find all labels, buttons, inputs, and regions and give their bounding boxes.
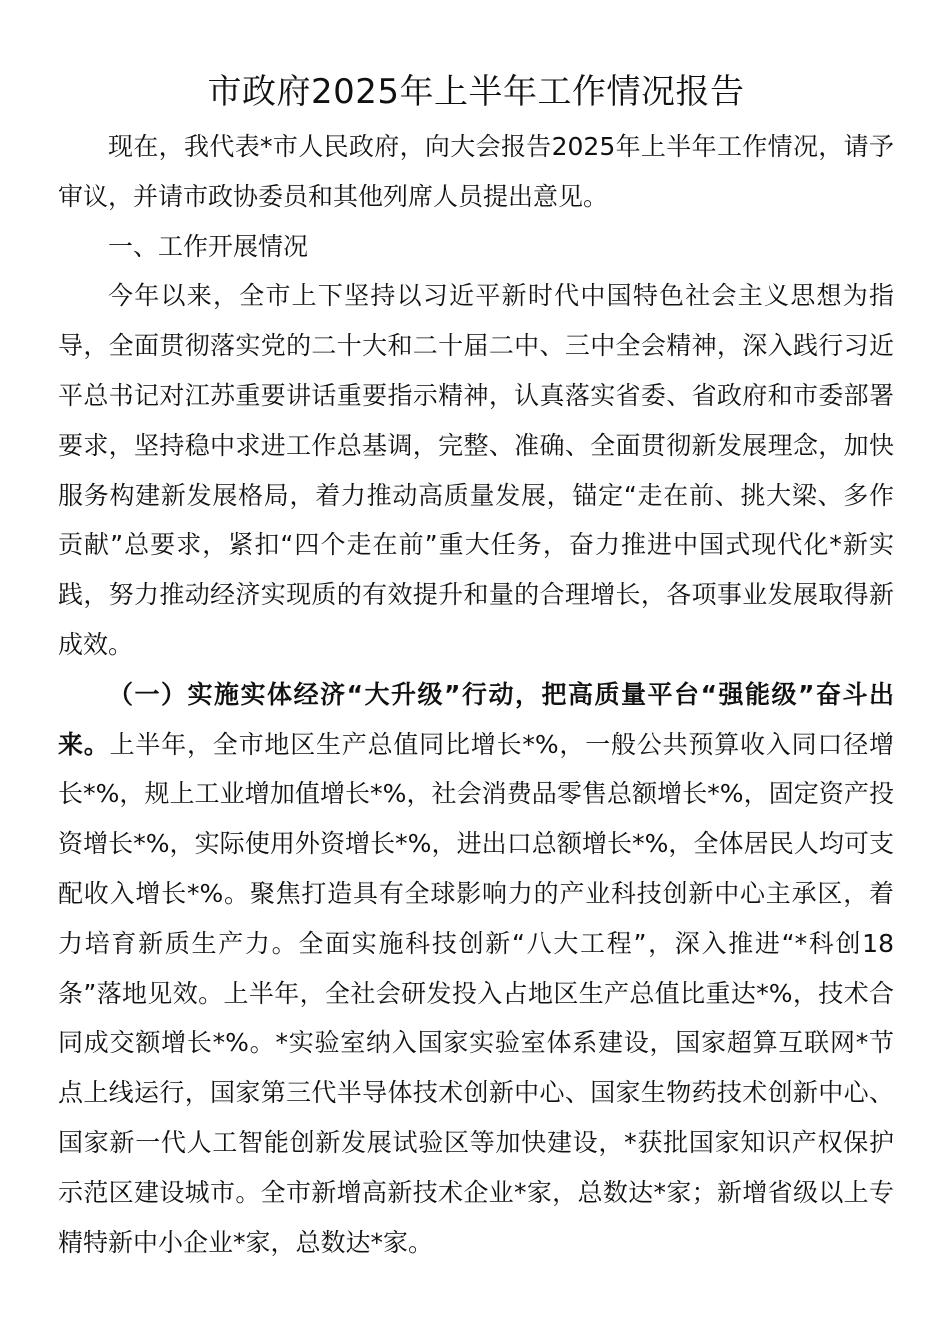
document-title: 市政府2025年上半年工作情况报告 (207, 72, 745, 112)
subsection-paragraph (58, 670, 894, 1268)
document-page (58, 62, 894, 1267)
intro-paragraph: 现在，我代表*市人民政府，向大会报告2025年上半年工作情况，请予审议，并请市政协委员和其他列席人员提出意见。 (58, 132, 894, 211)
section-heading: 一、工作开展情况 (108, 231, 309, 261)
section-paragraph: 今年以来，全市上下坚持以习近平新时代中国特色社会主义思想为指导，全面贯彻落实党的二十大和二十届二中、三中全会精神，深入践行习近平总书记对江苏重要讲话重要指示精神，认真落实省委、省政府和市委部署要求，坚持稳中求进工作总基调，完整、准确、全面贯彻新发展理念，加快服务构建新发展格局，着力推动高质量发展，锚定“走在前、挑大梁、多作贡献”总要求，紧扣“四个走在前”重大任务，奋力推进中国式现代化*新实践，努力推动经济实现质的有效提升和量的合理增长，各项事业发展取得新成效。 (58, 281, 894, 659)
subsection-heading: （一）实施实体经济“大升级”行动，把高质量平台“强能级”奋斗出来。 (58, 679, 894, 759)
subsection-body: 上半年，全市地区生产总值同比增长*%，一般公共预算收入同口径增长*%，规上工业增加值增长*%，社会消费品零售总额增长*%，固定资产投资增长*%，实际使用外资增长*%，进出口总额增长*%，全体居民人均可支配收入增长*%。聚焦打造具有全球影响力的产业科技创新中心主承区，着力培育新质生产力。全面实施科技创新“八大工程”，深入推进“*科创18条”落地见效。上半年，全社会研发投入占地区生产总值比重达*%，技术合同成交额增长*%。*实验室纳入国家实验室体系建设，国家超算互联网*节点上线运行，国家第三代半导体技术创新中心、国家生物药技术创新中心、国家新一代人工智能创新发展试验区等加快建设，*获批国家知识产权保护示范区建设城市。全市新增高新技术企业*家，总数达*家；新增省级以上专精特新中小企业*家，总数达*家。 (58, 729, 894, 1257)
